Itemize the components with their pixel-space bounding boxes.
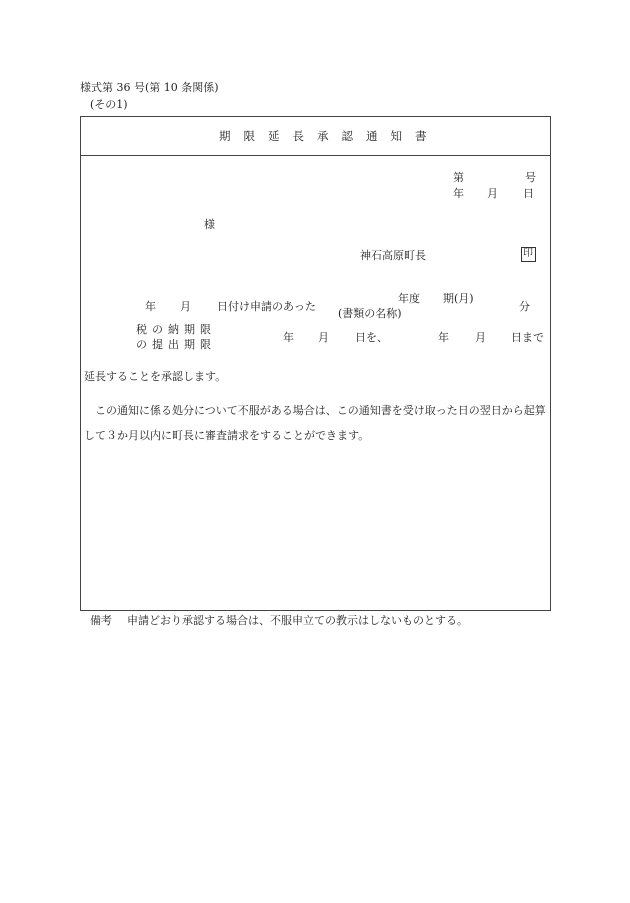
form-title: 期限延長承認通知書 — [219, 129, 440, 143]
remarks-text: 申請どおり承認する場合は、不服申立ての教示はしないものとする。 — [127, 614, 468, 627]
row1-document-name: (書類の名称) — [338, 307, 402, 320]
appeal-notice: この通知に係る処分について不服がある場合は、この通知書を受け取った日の翌日から起算して３か月以内に町長に審査請求をすることができます。 — [84, 404, 546, 442]
row2-month: 月 — [318, 331, 329, 344]
row1-applied: 日付け申請のあった — [217, 300, 316, 313]
date-year: 年 — [453, 187, 464, 200]
addressee-suffix: 様 — [204, 218, 215, 231]
approval-text: 延長することを承認します。 — [84, 370, 227, 383]
row2-year-until: 年 — [438, 331, 449, 344]
row1-period: 期(月) — [443, 292, 474, 305]
row2-day-from: 日を、 — [355, 331, 388, 344]
date-month: 月 — [487, 187, 498, 200]
form-sub-number: (その1) — [90, 98, 128, 111]
row2-label-submission: の提出期限 — [136, 338, 216, 351]
row2-year: 年 — [283, 331, 294, 344]
row2-month-until: 月 — [475, 331, 486, 344]
notice-form — [80, 116, 551, 611]
form-number: 様式第 36 号(第 10 条関係) — [80, 81, 219, 94]
seal-label: 印 — [523, 248, 533, 259]
date-day: 日 — [523, 187, 534, 200]
title-divider — [81, 155, 550, 156]
row1-fiscal-year: 年度 — [398, 292, 420, 305]
reference-suffix: 号 — [525, 171, 536, 184]
row1-year: 年 — [145, 300, 156, 313]
remarks-label: 備考 — [90, 614, 112, 627]
reference-prefix: 第 — [453, 171, 464, 184]
row2-label-payment: 税の納期限 — [136, 323, 216, 336]
row1-month: 月 — [180, 300, 191, 313]
issuer-name: 神石高原町長 — [360, 249, 426, 262]
row1-portion: 分 — [519, 300, 530, 313]
row2-day-until: 日まで — [511, 331, 544, 344]
